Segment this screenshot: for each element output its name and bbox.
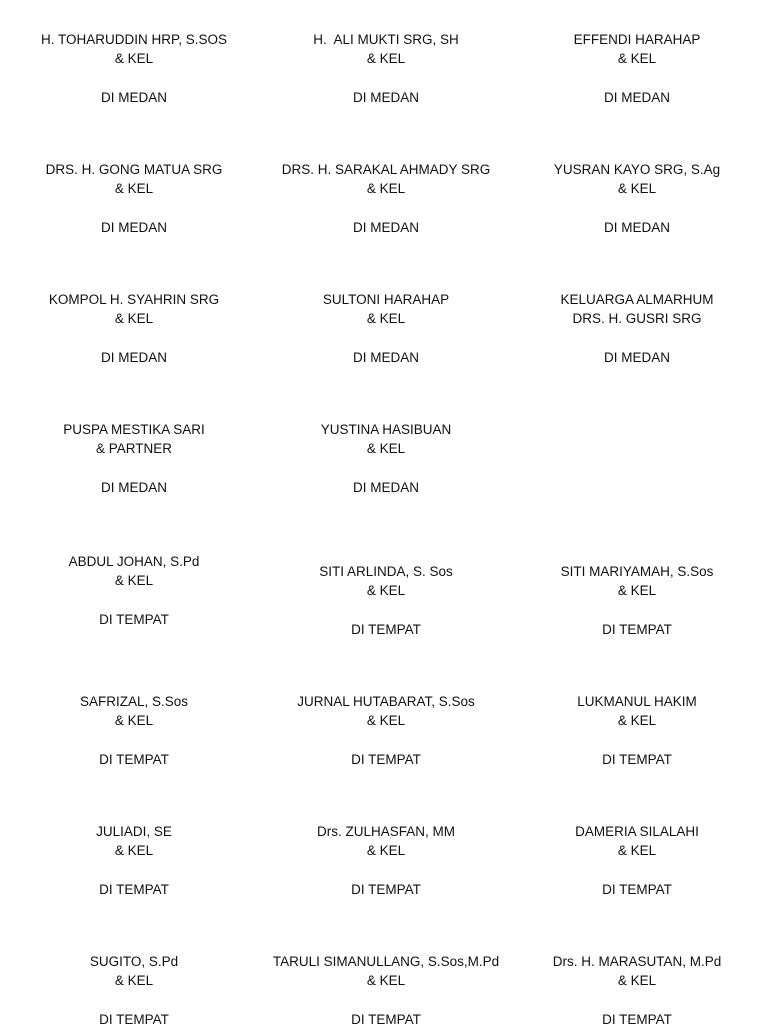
address-label: [261, 290, 511, 367]
address-label: [512, 30, 762, 107]
label-name: ABDUL JOHAN, S.Pd: [68, 554, 200, 569]
label-name: DRS. H. SARAKAL AHMADY SRG: [281, 162, 491, 177]
label-name: EFFENDI HARAHAP: [573, 32, 701, 47]
label-name: SITI MARIYAMAH, S.Sos: [560, 564, 714, 579]
label-location: DI TEMPAT: [99, 612, 169, 627]
address-label: [512, 822, 762, 899]
label-location: DI MEDAN: [352, 90, 419, 105]
address-label: [512, 692, 762, 769]
label-name: DRS. H. GONG MATUA SRG: [45, 162, 223, 177]
label-name: SAFRIZAL, S.Sos: [79, 694, 189, 709]
label-name: JULIADI, SE: [96, 824, 172, 839]
label-suffix: & KEL: [366, 441, 406, 456]
label-location: DI MEDAN: [100, 350, 167, 365]
label-name: JURNAL HUTABARAT, S.Sos: [297, 694, 475, 709]
label-location: DI MEDAN: [100, 480, 167, 495]
label-location: DI TEMPAT: [351, 882, 421, 897]
label-name: SUGITO, S.Pd: [89, 954, 179, 969]
label-location: DI MEDAN: [352, 480, 419, 495]
label-location: DI TEMPAT: [99, 882, 169, 897]
label-suffix: & KEL: [366, 973, 406, 988]
label-suffix: & KEL: [617, 181, 657, 196]
label-name: YUSRAN KAYO SRG, S.Ag: [553, 162, 721, 177]
label-suffix: & KEL: [114, 181, 154, 196]
address-label: [261, 562, 511, 639]
label-location: DI TEMPAT: [602, 882, 672, 897]
label-name: Drs. H. MARASUTAN, M.Pd: [552, 954, 722, 969]
label-location: DI TEMPAT: [99, 1012, 169, 1027]
address-label: [9, 290, 259, 367]
label-name: DAMERIA SILALAHI: [575, 824, 699, 839]
label-location: DI MEDAN: [100, 220, 167, 235]
label-name: SITI ARLINDA, S. Sos: [319, 564, 453, 579]
label-location: DI MEDAN: [603, 350, 670, 365]
address-label: [9, 30, 259, 107]
label-location: DI TEMPAT: [99, 752, 169, 767]
label-location: DI TEMPAT: [351, 622, 421, 637]
address-label: [9, 552, 259, 629]
label-location: DI TEMPAT: [351, 1012, 421, 1027]
address-label: [9, 420, 259, 497]
label-location: DI MEDAN: [352, 350, 419, 365]
label-name: LUKMANUL HAKIM: [577, 694, 697, 709]
address-label: [9, 160, 259, 237]
label-name: H. TOHARUDDIN HRP, S.SOS: [40, 32, 228, 47]
label-suffix: & KEL: [114, 973, 154, 988]
label-name: H. ALI MUKTI SRG, SH: [313, 32, 459, 47]
label-name: KELUARGA ALMARHUM: [560, 292, 714, 307]
address-label: [261, 30, 511, 107]
label-suffix: DRS. H. GUSRI SRG: [572, 311, 702, 326]
label-suffix: & KEL: [617, 51, 657, 66]
address-label: [261, 160, 511, 237]
address-label: [9, 692, 259, 769]
label-suffix: & KEL: [114, 51, 154, 66]
label-location: DI MEDAN: [100, 90, 167, 105]
label-suffix: & KEL: [366, 181, 406, 196]
address-label: [9, 952, 259, 1029]
label-suffix: & KEL: [366, 583, 406, 598]
label-suffix: & KEL: [617, 843, 657, 858]
label-name: YUSTINA HASIBUAN: [320, 422, 452, 437]
label-suffix: & KEL: [366, 713, 406, 728]
label-suffix: & KEL: [114, 311, 154, 326]
label-location: DI TEMPAT: [351, 752, 421, 767]
label-location: DI MEDAN: [603, 220, 670, 235]
label-suffix: & PARTNER: [95, 441, 173, 456]
label-name: Drs. ZULHASFAN, MM: [316, 824, 455, 839]
label-location: DI MEDAN: [352, 220, 419, 235]
label-location: DI TEMPAT: [602, 622, 672, 637]
label-suffix: & KEL: [366, 311, 406, 326]
label-suffix: & KEL: [366, 843, 406, 858]
address-label: [261, 952, 511, 1029]
address-label: [261, 420, 511, 497]
label-suffix: & KEL: [366, 51, 406, 66]
label-location: DI TEMPAT: [602, 752, 672, 767]
label-suffix: & KEL: [617, 973, 657, 988]
label-name: TARULI SIMANULLANG, S.Sos,M.Pd: [272, 954, 500, 969]
address-label: [512, 160, 762, 237]
address-label: [9, 822, 259, 899]
label-suffix: & KEL: [114, 713, 154, 728]
address-label: [512, 952, 762, 1029]
label-name: SULTONI HARAHAP: [322, 292, 450, 307]
label-location: DI TEMPAT: [602, 1012, 672, 1027]
address-label: [261, 822, 511, 899]
address-label: [512, 562, 762, 639]
label-name: KOMPOL H. SYAHRIN SRG: [48, 292, 220, 307]
label-suffix: & KEL: [617, 583, 657, 598]
address-label: [261, 692, 511, 769]
address-label: [512, 290, 762, 367]
label-location: DI MEDAN: [603, 90, 670, 105]
label-suffix: & KEL: [617, 713, 657, 728]
label-suffix: & KEL: [114, 573, 154, 588]
label-suffix: & KEL: [114, 843, 154, 858]
label-name: PUSPA MESTIKA SARI: [63, 422, 205, 437]
